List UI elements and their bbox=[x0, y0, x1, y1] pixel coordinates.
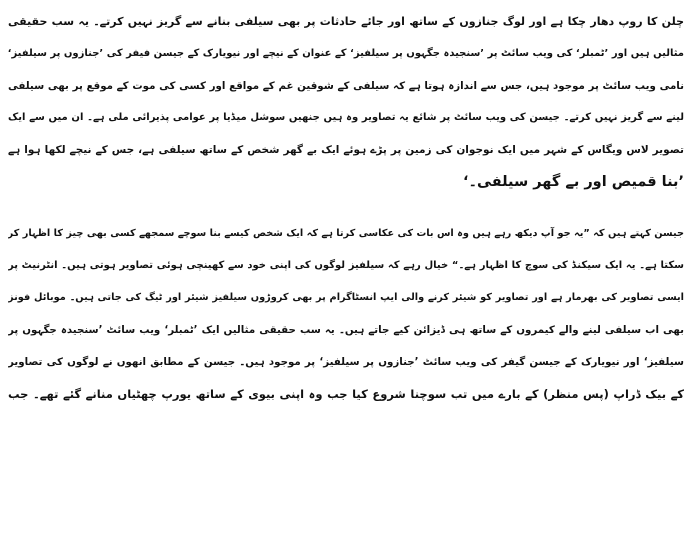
text-line: مثالیں ہیں اور ’ٹمبلر‘ کی ویب سائٹ پر ’سنجیدہ جگہوں پر سیلفیز‘ کے عنوان کے نیچے اور نیویارک کے جیسن فیفر کی ’جنازوں پر سیلفیز‘ bbox=[8, 48, 684, 59]
text-line: تصویر لاس ویگاس کے شہر میں ایک نوجوان کی زمین پر پڑے ہوئے ایک بے گھر شخص کے ساتھ سیلفی ہے، جس کے نیچے لکھا ہوا ہے bbox=[8, 144, 684, 156]
paragraph-spacer bbox=[8, 198, 684, 218]
text-line: ایسی تصاویر کی بھرمار ہے اور تصاویر کو شیئر کرنے والی ایپ انسٹاگرام پر بھی کروڑوں سیلفیز شیئر اور ٹیگ کی جاتی ہیں۔ موبائل فونز bbox=[8, 292, 684, 303]
text-line: نامی ویب سائٹ پر موجود ہیں، جس سے اندازہ ہوتا ہے کہ سیلفی کے شوقین غم کے مواقع اور کسی کی موت کے موقع پر بھی سیلفی bbox=[8, 80, 684, 92]
text-line: چلن کا روپ دھار چکا ہے اور لوگ جنازوں کے ساتھ اور جائے حادثات پر بھی سیلفی بنانے سے گریز نہیں کرتے۔ یہ سب حقیقی bbox=[8, 15, 684, 28]
text-line: بھی اب سیلفی لینے والے کیمروں کے ساتھ ہی ڈیزائن کیے جاتے ہیں۔ یہ سب حقیقی مثالیں ایک ’ٹمبلر‘ ویب سائٹ ’سنجیدہ جگہوں پر bbox=[8, 324, 684, 336]
text-line: جیسن کہتے ہیں کہ ”یہ جو آپ دیکھ رہے ہیں وہ اس بات کی عکاسی کرتا ہے کہ ایک شخص کیسے بنا سوچے سمجھے کسی بھی چیز کا اظہار کر bbox=[8, 228, 684, 239]
text-line: ’بنا قمیص اور بے گھر سیلفی۔‘ bbox=[463, 174, 684, 190]
text-line: سکتا ہے۔ یہ ایک سیکنڈ کی سوچ کا اظہار ہے۔“ خیال رہے کہ سیلفیز لوگوں کی اپنی خود سے کھینچی ہوئی تصاویر ہوتی ہیں۔ انٹرنیٹ پر bbox=[8, 260, 684, 271]
paragraph-1 bbox=[8, 0, 684, 198]
text-line: کے بیک ڈراپ (پس منظر) کے بارے میں تب سوچنا شروع کیا جب وہ اپنی بیوی کے ساتھ یورپ چھٹیاں منانے گئے تھے۔ جب bbox=[8, 387, 684, 401]
paragraph-2 bbox=[8, 218, 684, 410]
text-line: سیلفیز‘ اور نیویارک کے جیسن گیفر کی ویب سائٹ ’جنازوں پر سیلفیز‘ پر موجود ہیں۔ جیسن کے مطابق انھوں نے لوگوں کی تصاویر bbox=[8, 356, 684, 368]
article-body bbox=[8, 0, 684, 539]
text-line: لینے سے گریز نہیں کرتے۔ جیسن کی ویب سائٹ پر شائع یہ تصاویر وہ ہیں جنھیں سوشل میڈیا پر عوامی پذیرائی ملی ہے۔ ان میں سے ایک bbox=[8, 112, 684, 123]
